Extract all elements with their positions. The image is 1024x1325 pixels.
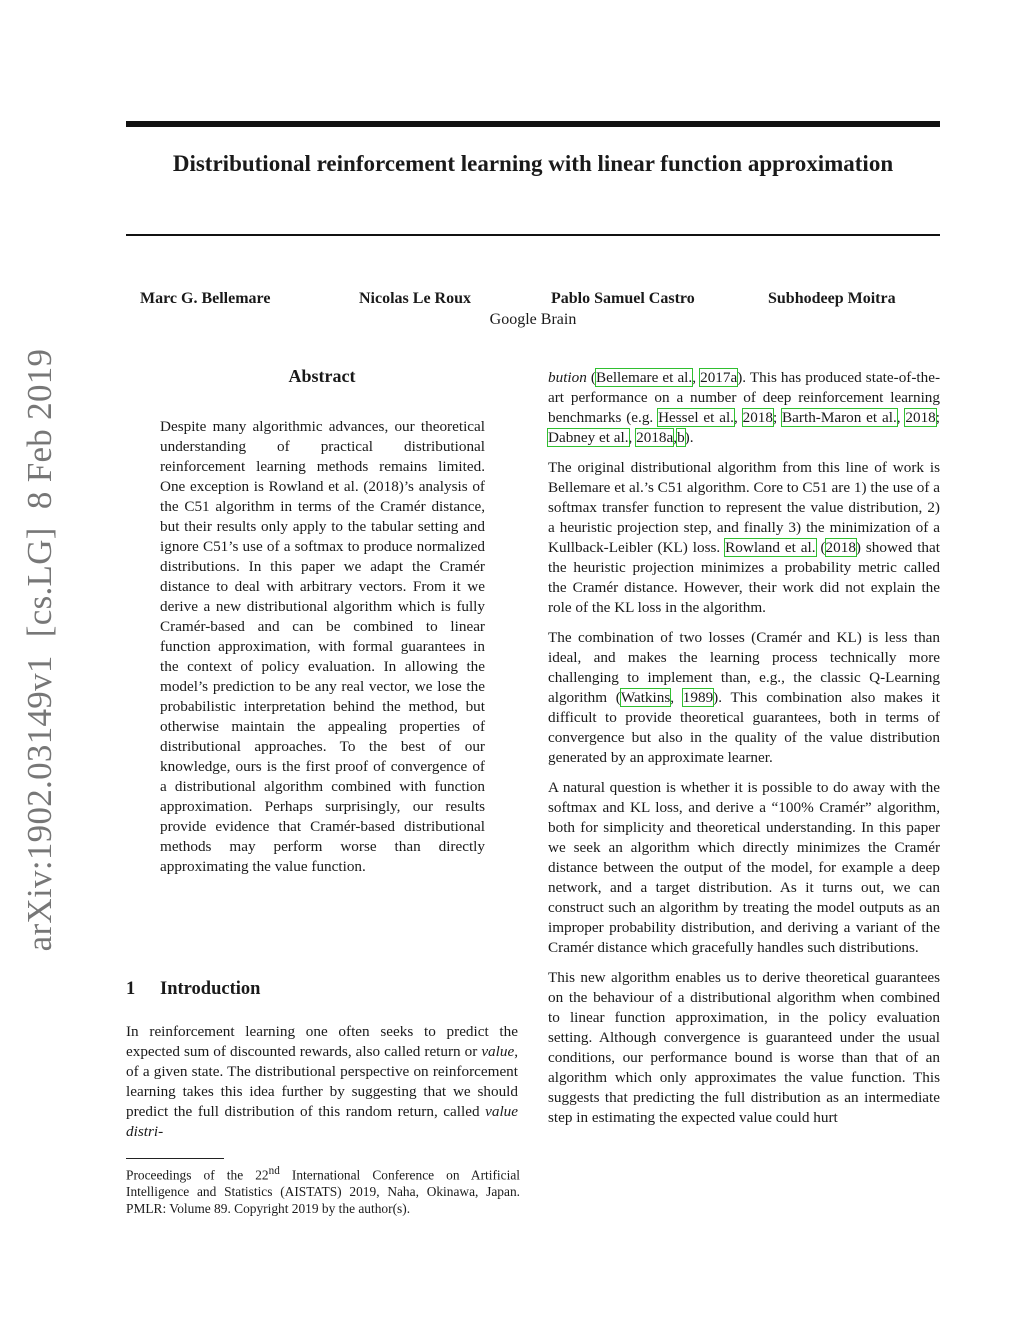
citation-link[interactable]: Bellemare et al. <box>595 369 693 386</box>
text-span: , <box>673 429 678 446</box>
text-span: , <box>733 409 743 426</box>
paragraph: This new algorithm enables us to derive theoretical guarantees on the behaviour of a distributional algorithm when combined to linear function approximation, in the policy evaluation setting. Although convergence is guaranteed under the usual conditions, our performance bound is worse than that of an algorithm which only approximates the value function. This suggests that predicting the full distribution as an intermediate step in estimating the expected value could hurt <box>548 969 940 1126</box>
emphasis: value distri- <box>126 1103 518 1140</box>
paragraph: A natural question is whether it is possible to do away with the softmax and KL loss, and derive a “100% Cramér” algorithm, both for simplicity and theoretical understanding. In this paper we seek an algorithm which directly minimizes the Cramér distance between the output of the model, for example a deep network, and a target distribution. As it turns out, we can construct such an algorithm by treating the model outputs as an improper probability distribution, and deriving a variant of the Cramér distance which gracefully handles such distributions. <box>548 779 940 956</box>
footnote <box>126 1163 520 1217</box>
author-name: Nicolas Le Roux <box>359 290 471 307</box>
text-span: ). This combination also makes it difficult to provide theoretical guarantees, both in terms of convergence but also in the quality of the value distribution generated by an approximate learner. <box>548 689 941 766</box>
author-name: Subhodeep Moitra <box>768 290 896 307</box>
text-span: In reinforcement learning one often seeks to predict the expected sum of discounted rewards, also called return or <box>126 1023 518 1060</box>
section-title: Introduction <box>160 979 261 999</box>
section-number: 1 <box>126 979 136 999</box>
text-span: ; <box>772 409 783 426</box>
paragraph <box>126 1022 518 1142</box>
citation-link[interactable]: Barth-Maron et al. <box>782 409 897 426</box>
author-name: Marc G. Bellemare <box>140 290 271 307</box>
abstract-text: Despite many algorithmic advances, our theoretical understanding of practical distributional reinforcement learning methods remains limited. One exception is Rowland et al. (2018)’s analysis of the C51 algorithm in terms of the Cramér distance, but their results only apply to the tabular setting and ignore C51’s use of a softmax to produce normalized distributions. In this paper we adapt the Cramér distance to deal with arbitrary vectors. From it we derive a new distributional algorithm which is fully Cramér-based and can be combined to linear function approximation, with formal guarantees in the context of policy evaluation. In allowing the model’s prediction to be any real vector, we lose the probabilistic interpretation behind the method, but otherwise maintain the appealing properties of distributional approaches. To the best of our knowledge, ours is the first proof of convergence of a distributional algorithm combined with function approximation. Perhaps surprisingly, our results provide evidence that Cramér-based distributional methods may perform worse than directly approximating the value function. <box>160 418 485 875</box>
citation-link[interactable]: 1989 <box>682 689 714 706</box>
paper-title: Distributional reinforcement learning with linear function approximation <box>172 151 894 176</box>
introduction-paragraph <box>126 1022 518 1142</box>
text-span: The combination of two losses (Cramér and KL) is less than ideal, and makes the learning process technically more challenging to implement than, e.g., the classic Q-Learning algorithm ( <box>548 629 940 706</box>
text-span: ( <box>586 369 596 386</box>
citation-link[interactable]: b <box>677 429 685 446</box>
abstract-heading: Abstract <box>288 366 356 386</box>
text-span: International Conference on Artificial Intelligence and Statistics (AISTATS) 2019, Naha, Okinawa, Japan. PMLR: Volume 89. Copyright 2019 by the author(s). <box>126 1167 520 1217</box>
abstract-body <box>160 417 485 877</box>
title-bottom-rule <box>126 234 940 236</box>
citation-link[interactable]: Hessel et al. <box>658 409 734 426</box>
title-top-rule <box>126 121 940 127</box>
author-name: Pablo Samuel Castro <box>551 290 695 307</box>
text-span: ). This has produced state-of-the-art performance on a number of deep reinforcement learning benchmarks (e.g. <box>548 369 941 426</box>
affiliation: Google Brain <box>489 311 577 328</box>
text-span: , <box>692 369 701 386</box>
citation-link[interactable]: 2018 <box>825 539 856 556</box>
citation-link[interactable]: Rowland et al. <box>725 539 816 556</box>
text-span: The original distributional algorithm from this line of work is Bellemare et al.’s C51 algorithm. Core to C51 are 1) the use of a softmax transfer function to represent the value distribution, 2) a heuristic projection step, and finally 3) the minimization of a Kullback-Leibler (KL) loss. <box>548 459 940 556</box>
citation-link[interactable]: Dabney et al. <box>548 429 629 446</box>
citation-link[interactable]: 2018 <box>905 409 936 426</box>
footnote-rule <box>126 1158 224 1159</box>
text-span: ). <box>684 429 694 446</box>
paragraph <box>548 368 940 448</box>
arxiv-stamp: arXiv:1902.03149v1 [cs.LG] 8 Feb 2019 <box>20 348 59 952</box>
text-span: , <box>670 689 683 706</box>
paragraph <box>548 628 940 768</box>
text-span: Proceedings of the 22 <box>126 1167 269 1183</box>
text-span: , <box>628 429 637 446</box>
text-span: , <box>896 409 906 426</box>
citation-link[interactable]: 2017a <box>700 369 738 386</box>
text-span: ; <box>935 409 940 426</box>
emphasis: bution <box>548 369 587 386</box>
author-list <box>126 290 940 312</box>
paragraph <box>548 458 940 618</box>
text-span: ( <box>815 539 826 556</box>
citation-link[interactable]: 2018 <box>742 409 773 426</box>
citation-link[interactable]: Watkins <box>620 689 671 706</box>
text-span: ) showed that the heuristic projection minimizes a probability metric called the Cramér distance. However, their work did not explain the role of the KL loss in the algorithm. <box>548 539 940 616</box>
section-heading-introduction <box>126 979 518 1000</box>
citation-link[interactable]: 2018a <box>636 429 674 446</box>
superscript: nd <box>268 1165 280 1177</box>
text-span: , of a given state. The distributional perspective on reinforcement learning takes this idea further by suggesting that we should predict the full distribution of this random return, called <box>126 1043 518 1120</box>
right-column <box>548 368 940 1138</box>
emphasis: value <box>481 1043 515 1060</box>
